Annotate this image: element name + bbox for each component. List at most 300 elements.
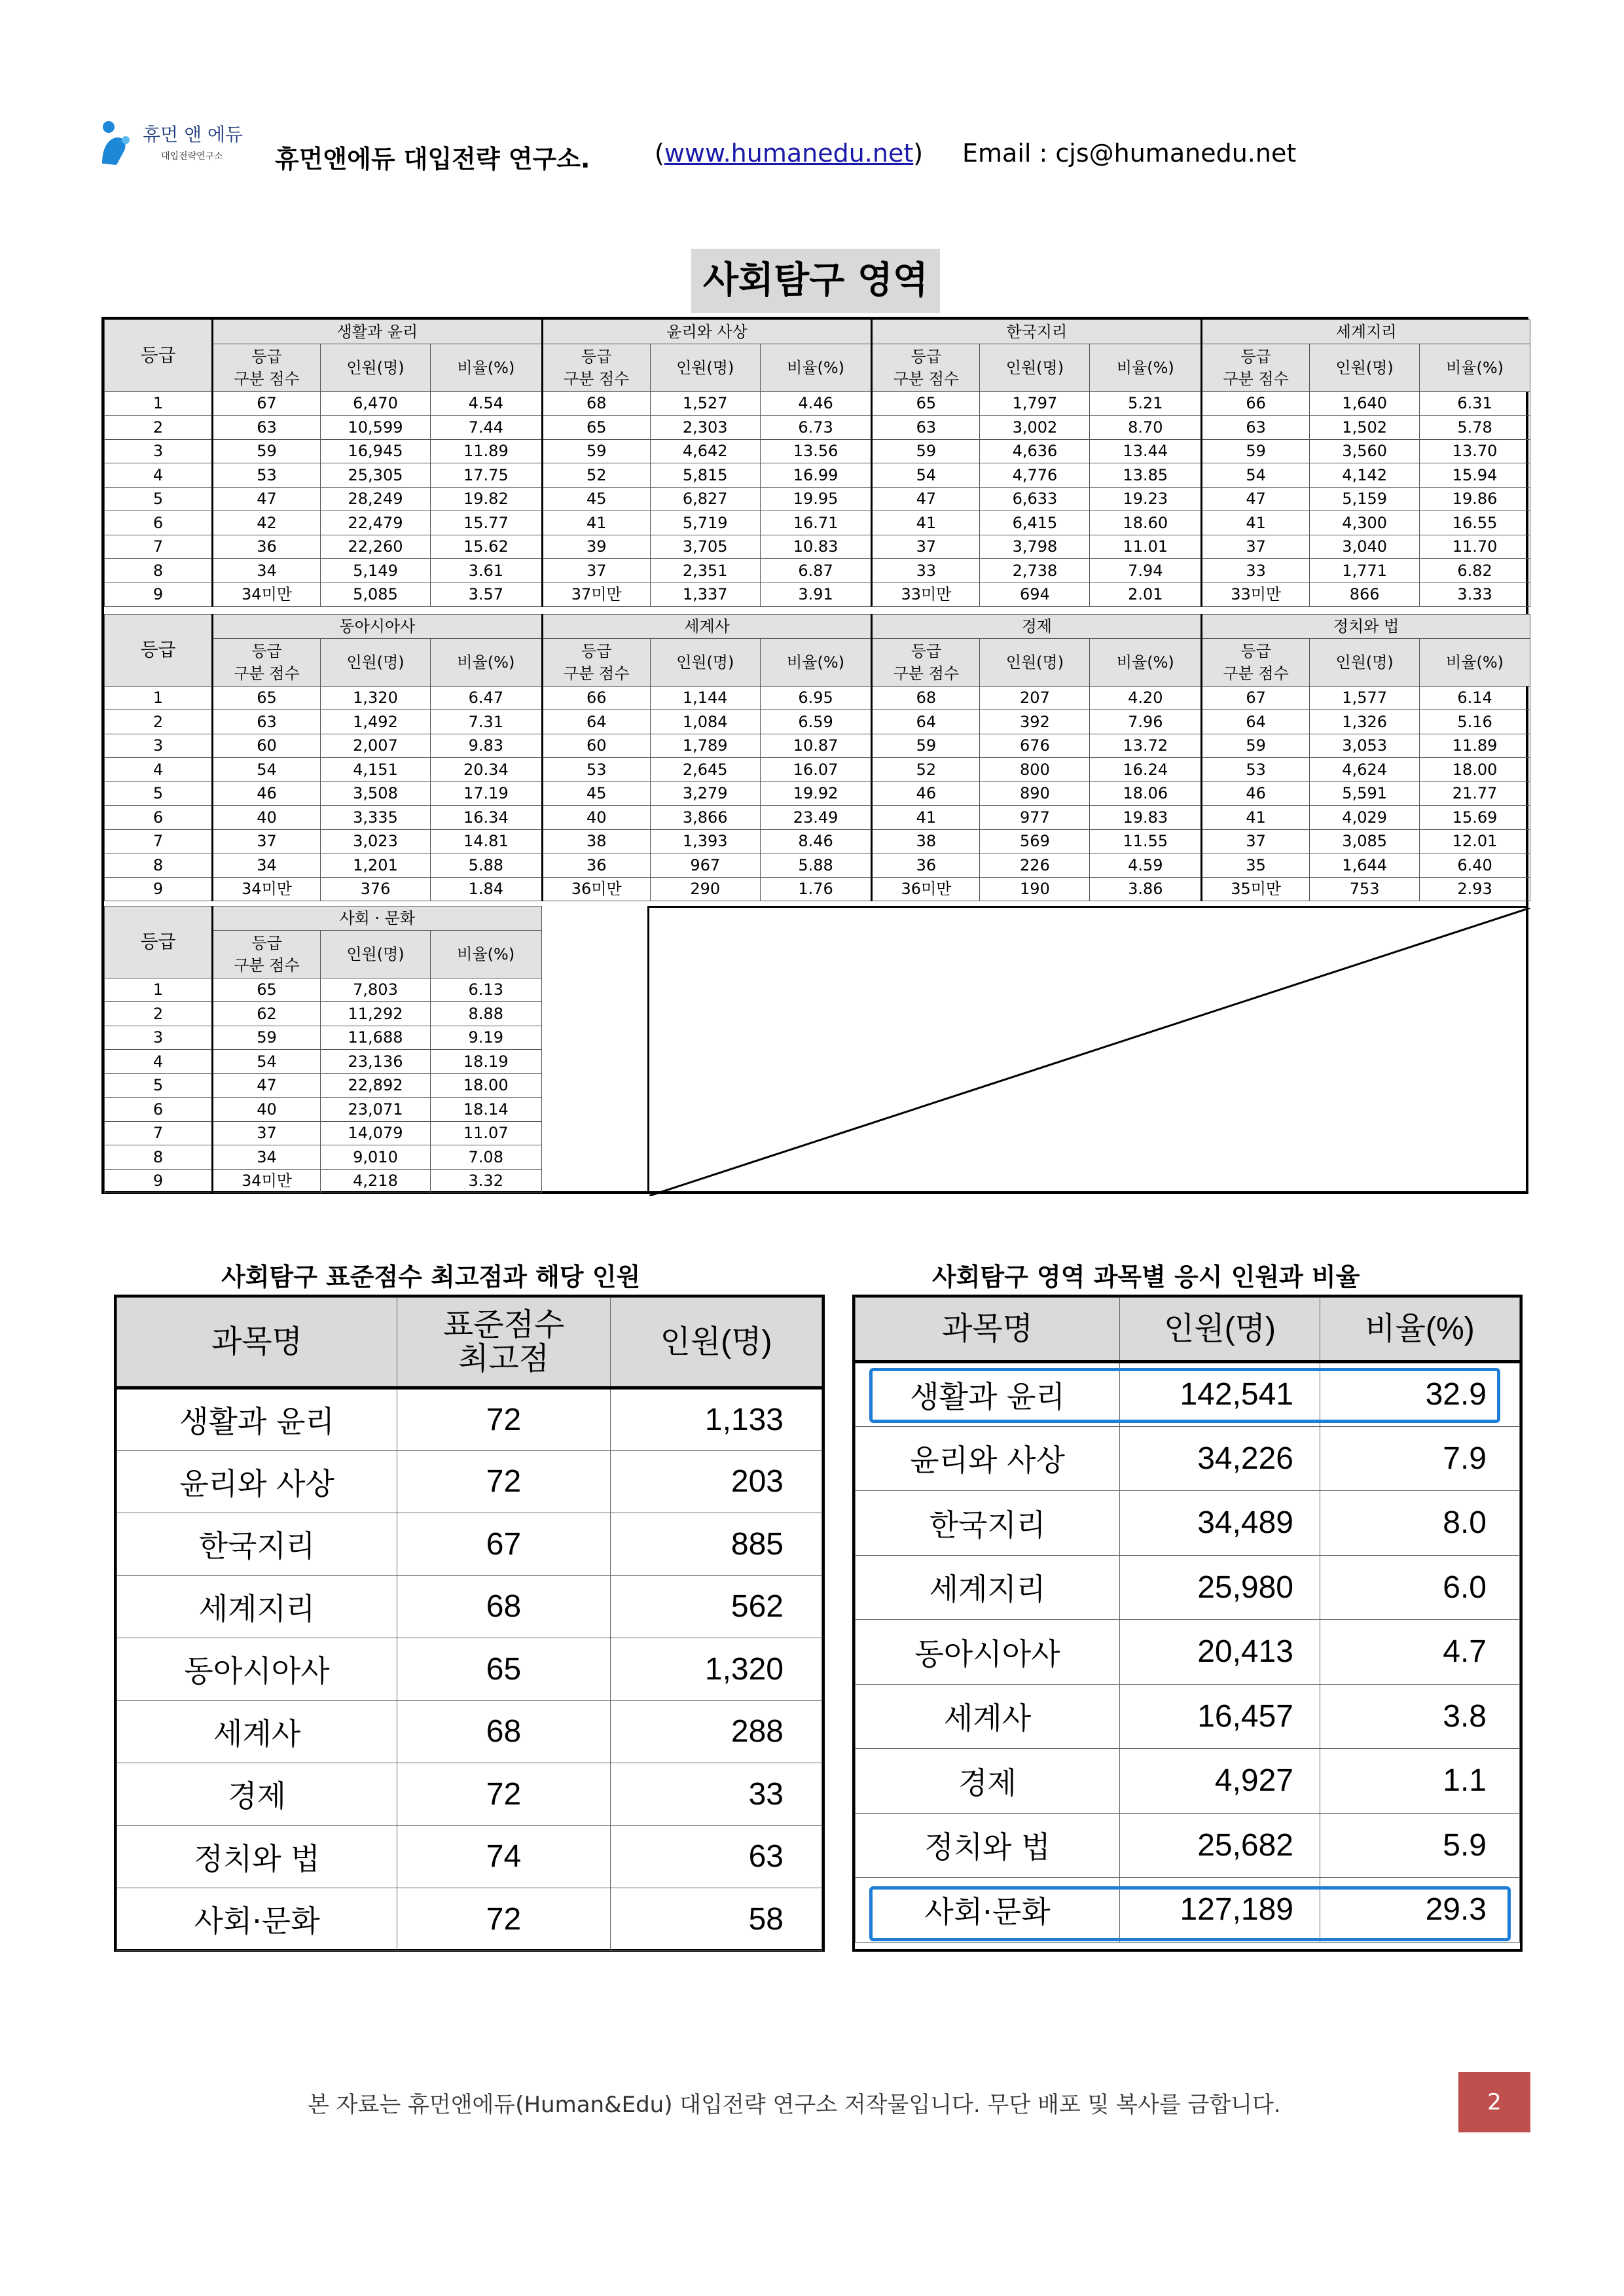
grade-value-cell: 6.14 xyxy=(1420,686,1530,710)
grade-value-cell: 1,492 xyxy=(321,710,431,734)
grade-value-cell: 18.00 xyxy=(431,1073,542,1098)
grade-value-cell: 37 xyxy=(213,1121,321,1145)
url-open: ( xyxy=(655,139,664,168)
grade-value-cell: 3,705 xyxy=(650,535,760,559)
grade-row xyxy=(105,710,1530,734)
grade-value-cell: 3,053 xyxy=(1310,734,1420,758)
subject-header-row xyxy=(105,615,1530,639)
grade-row xyxy=(105,1026,542,1050)
col-score-top: 등급 xyxy=(1240,347,1271,366)
subject-cell: 세계지리 xyxy=(856,1555,1120,1620)
grade-value-cell: 19.23 xyxy=(1090,487,1202,511)
grade-value-cell: 1,337 xyxy=(650,583,760,607)
subject-name: 동아시아사 xyxy=(213,615,543,639)
grade-value-cell: 36미만 xyxy=(872,877,980,901)
grade-cell: 6 xyxy=(105,511,213,535)
grade-value-cell: 38 xyxy=(542,829,650,853)
grade-row xyxy=(105,391,1530,416)
grade-value-cell: 67 xyxy=(1202,686,1310,710)
header-url xyxy=(655,139,923,168)
grade-value-cell: 35 xyxy=(1202,853,1310,878)
grade-value-cell: 33미만 xyxy=(1202,583,1310,607)
grade-row xyxy=(105,686,1530,710)
grade-value-cell: 3,040 xyxy=(1310,535,1420,559)
grade-value-cell: 36미만 xyxy=(542,877,650,901)
grade-value-cell: 1,326 xyxy=(1310,710,1420,734)
col-ratio: 비율(%) xyxy=(431,344,543,391)
table-row xyxy=(117,1575,822,1638)
grade-value-cell: 5.88 xyxy=(760,853,872,878)
count-cell: 1,320 xyxy=(611,1638,822,1701)
grade-value-cell: 19.95 xyxy=(760,487,872,511)
grade-value-cell: 16.99 xyxy=(760,463,872,488)
max-score-grid xyxy=(117,1297,822,1951)
grade-value-cell: 6,415 xyxy=(980,511,1090,535)
grade-value-cell: 18.00 xyxy=(1420,758,1530,782)
grade-value-cell: 16.34 xyxy=(431,806,543,830)
col-count: 인원(명) xyxy=(650,638,760,686)
grade-value-cell: 66 xyxy=(1202,391,1310,416)
grade-value-cell: 16.71 xyxy=(760,511,872,535)
subject-name: 한국지리 xyxy=(872,320,1202,344)
grade-value-cell: 569 xyxy=(980,829,1090,853)
grade-value-cell: 967 xyxy=(650,853,760,878)
grade-value-cell: 9,010 xyxy=(321,1145,431,1170)
grade-value-cell: 2,351 xyxy=(650,559,760,583)
grade-value-cell: 9.19 xyxy=(431,1026,542,1050)
grade-value-cell: 7.08 xyxy=(431,1145,542,1170)
page-number: 2 xyxy=(1458,2072,1530,2132)
col-count: 인원(명) xyxy=(321,930,431,978)
ratio-cell: 6.0 xyxy=(1320,1555,1520,1620)
grade-value-cell: 8.70 xyxy=(1090,416,1202,440)
grade-value-cell: 4,151 xyxy=(321,758,431,782)
grade-value-cell: 65 xyxy=(872,391,980,416)
ratio-cell: 32.9 xyxy=(1320,1362,1520,1427)
grade-value-cell: 20.34 xyxy=(431,758,543,782)
grade-value-cell: 63 xyxy=(213,710,321,734)
grade-value-cell: 46 xyxy=(872,781,980,806)
subject-name: 생활과 윤리 xyxy=(213,320,543,344)
grade-cell: 9 xyxy=(105,583,213,607)
column-header-row xyxy=(105,638,1530,686)
grade-table-row xyxy=(104,614,1530,901)
max-score-title: 사회탐구 표준점수 최고점과 해당 인원 xyxy=(221,1263,641,1291)
ratio-cell: 7.9 xyxy=(1320,1426,1520,1491)
grade-cell: 7 xyxy=(105,535,213,559)
max-score-cell: 72 xyxy=(397,1450,611,1513)
grade-value-cell: 65 xyxy=(542,416,650,440)
grade-value-cell: 53 xyxy=(1202,758,1310,782)
grade-value-cell: 53 xyxy=(213,463,321,488)
grade-value-cell: 1,577 xyxy=(1310,686,1420,710)
grade-value-cell: 5,719 xyxy=(650,511,760,535)
grade-value-cell: 19.92 xyxy=(760,781,872,806)
grade-value-cell: 7,803 xyxy=(321,978,431,1002)
grade-header: 등급 xyxy=(105,320,213,392)
col-score xyxy=(872,638,980,686)
max-score-cell: 68 xyxy=(397,1700,611,1763)
grade-value-cell: 11.01 xyxy=(1090,535,1202,559)
grade-value-cell: 8.46 xyxy=(760,829,872,853)
col-subject: 과목명 xyxy=(856,1298,1120,1362)
grade-value-cell: 41 xyxy=(542,511,650,535)
col-score-bottom: 구분 점수 xyxy=(234,369,300,388)
grade-value-cell: 866 xyxy=(1310,583,1420,607)
grade-value-cell: 40 xyxy=(213,1098,321,1122)
count-cell: 16,457 xyxy=(1120,1684,1320,1749)
grade-value-cell: 41 xyxy=(1202,806,1310,830)
grade-value-cell: 13.56 xyxy=(760,439,872,463)
grade-value-cell: 25,305 xyxy=(321,463,431,488)
col-ratio: 비율(%) xyxy=(1420,638,1530,686)
count-cell: 58 xyxy=(611,1888,822,1951)
grade-row xyxy=(105,781,1530,806)
ratio-cell: 5.9 xyxy=(1320,1813,1520,1878)
grade-value-cell: 22,479 xyxy=(321,511,431,535)
grade-value-cell: 6.47 xyxy=(431,686,543,710)
grade-cell: 7 xyxy=(105,1121,213,1145)
header-email: Email : cjs@humanedu.net xyxy=(962,139,1297,168)
grade-cell: 5 xyxy=(105,487,213,511)
grade-value-cell: 40 xyxy=(542,806,650,830)
grade-value-cell: 41 xyxy=(872,511,980,535)
grade-value-cell: 23.49 xyxy=(760,806,872,830)
grade-value-cell: 65 xyxy=(213,978,321,1002)
grade-value-cell: 23,136 xyxy=(321,1050,431,1074)
grade-cell: 3 xyxy=(105,439,213,463)
grade-value-cell: 3,023 xyxy=(321,829,431,853)
grade-value-cell: 59 xyxy=(1202,439,1310,463)
grade-row xyxy=(105,1073,542,1098)
grade-table-row xyxy=(104,906,542,1193)
grade-row xyxy=(105,734,1530,758)
grade-value-cell: 22,260 xyxy=(321,535,431,559)
grade-value-cell: 7.94 xyxy=(1090,559,1202,583)
grade-value-cell: 11.07 xyxy=(431,1121,542,1145)
grade-value-cell: 22,892 xyxy=(321,1073,431,1098)
grade-cell: 7 xyxy=(105,829,213,853)
grade-value-cell: 37 xyxy=(872,535,980,559)
col-ratio: 비율(%) xyxy=(1420,344,1530,391)
grade-value-cell: 46 xyxy=(1202,781,1310,806)
grade-value-cell: 18.14 xyxy=(431,1098,542,1122)
grade-value-cell: 6.13 xyxy=(431,978,542,1002)
col-score-top: 등급 xyxy=(1240,641,1271,660)
footer-notice: 본 자료는 휴먼앤에듀(Human&Edu) 대입전략 연구소 저작물입니다. 무단 배포 및 복사를 금합니다. xyxy=(308,2092,1281,2118)
grade-value-cell: 64 xyxy=(542,710,650,734)
grade-value-cell: 52 xyxy=(542,463,650,488)
grade-value-cell: 36 xyxy=(213,535,321,559)
grade-value-cell: 4,642 xyxy=(650,439,760,463)
col-count: 인원(명) xyxy=(980,638,1090,686)
grade-value-cell: 2.93 xyxy=(1420,877,1530,901)
grade-value-cell: 4.46 xyxy=(760,391,872,416)
grade-value-cell: 34미만 xyxy=(213,877,321,901)
subject-name: 세계사 xyxy=(542,615,872,639)
col-score-bottom: 구분 점수 xyxy=(1223,664,1289,683)
grade-value-cell: 6.40 xyxy=(1420,853,1530,878)
grade-value-cell: 376 xyxy=(321,877,431,901)
grade-value-cell: 1,527 xyxy=(650,391,760,416)
grade-value-cell: 37미만 xyxy=(542,583,650,607)
max-score-cell: 72 xyxy=(397,1763,611,1826)
grade-value-cell: 16,945 xyxy=(321,439,431,463)
grade-value-cell: 1,201 xyxy=(321,853,431,878)
grade-value-cell: 19.83 xyxy=(1090,806,1202,830)
grade-row xyxy=(105,829,1530,853)
grade-value-cell: 36 xyxy=(872,853,980,878)
table-row xyxy=(117,1888,822,1951)
grade-value-cell: 2,645 xyxy=(650,758,760,782)
grade-value-cell: 3,002 xyxy=(980,416,1090,440)
grade-value-cell: 68 xyxy=(872,686,980,710)
grade-value-cell: 40 xyxy=(213,806,321,830)
grade-value-cell: 3.86 xyxy=(1090,877,1202,901)
grade-value-cell: 290 xyxy=(650,877,760,901)
count-cell: 34,489 xyxy=(1120,1491,1320,1556)
logo xyxy=(98,111,268,177)
grade-value-cell: 694 xyxy=(980,583,1090,607)
grade-value-cell: 3.91 xyxy=(760,583,872,607)
grade-cell: 8 xyxy=(105,1145,213,1170)
grade-value-cell: 4,776 xyxy=(980,463,1090,488)
col-ratio: 비율(%) xyxy=(1090,344,1202,391)
count-cell: 20,413 xyxy=(1120,1620,1320,1685)
subject-header-row xyxy=(105,906,542,931)
grade-value-cell: 1,393 xyxy=(650,829,760,853)
col-score-top: 등급 xyxy=(911,641,942,660)
grade-cell: 2 xyxy=(105,416,213,440)
grade-value-cell: 37 xyxy=(1202,535,1310,559)
grade-cell: 6 xyxy=(105,806,213,830)
grade-value-cell: 63 xyxy=(872,416,980,440)
subject-cell: 윤리와 사상 xyxy=(117,1450,397,1513)
subject-cell: 한국지리 xyxy=(856,1491,1120,1556)
grade-value-cell: 753 xyxy=(1310,877,1420,901)
col-score-bottom: 구분 점수 xyxy=(893,369,960,388)
col-count: 인원(명) xyxy=(1120,1298,1320,1362)
grade-value-cell: 63 xyxy=(1202,416,1310,440)
grade-value-cell: 392 xyxy=(980,710,1090,734)
grade-value-cell: 11.55 xyxy=(1090,829,1202,853)
col-ratio: 비율(%) xyxy=(431,930,542,978)
grade-value-cell: 676 xyxy=(980,734,1090,758)
col-score xyxy=(213,638,321,686)
grade-cell: 2 xyxy=(105,1002,213,1026)
grade-value-cell: 68 xyxy=(542,391,650,416)
website-link[interactable]: www.humanedu.net xyxy=(664,139,914,168)
ratio-cell: 8.0 xyxy=(1320,1491,1520,1556)
table-row xyxy=(856,1749,1520,1814)
grade-value-cell: 36 xyxy=(542,853,650,878)
grade-value-cell: 60 xyxy=(213,734,321,758)
subject-name: 경제 xyxy=(872,615,1202,639)
grade-value-cell: 14,079 xyxy=(321,1121,431,1145)
grade-value-cell: 13.72 xyxy=(1090,734,1202,758)
grade-value-cell: 3,798 xyxy=(980,535,1090,559)
grade-value-cell: 11,688 xyxy=(321,1026,431,1050)
grade-header: 등급 xyxy=(105,906,213,978)
table-row xyxy=(856,1491,1520,1556)
count-cell: 562 xyxy=(611,1575,822,1638)
grade-value-cell: 1,320 xyxy=(321,686,431,710)
count-cell: 25,980 xyxy=(1120,1555,1320,1620)
count-cell: 203 xyxy=(611,1450,822,1513)
grade-row xyxy=(105,806,1530,830)
grade-cell: 1 xyxy=(105,391,213,416)
grade-value-cell: 5,815 xyxy=(650,463,760,488)
grade-value-cell: 2,738 xyxy=(980,559,1090,583)
grade-value-cell: 62 xyxy=(213,1002,321,1026)
col-score xyxy=(542,638,650,686)
grade-row xyxy=(105,758,1530,782)
grade-value-cell: 6,470 xyxy=(321,391,431,416)
grade-value-cell: 10.83 xyxy=(760,535,872,559)
grade-value-cell: 14.81 xyxy=(431,829,543,853)
grade-cell: 5 xyxy=(105,781,213,806)
grade-value-cell: 37 xyxy=(213,829,321,853)
grade-value-cell: 5.21 xyxy=(1090,391,1202,416)
grade-value-cell: 800 xyxy=(980,758,1090,782)
ratio-title: 사회탐구 영역 과목별 응시 인원과 비율 xyxy=(932,1263,1360,1291)
subject-cell: 경제 xyxy=(117,1763,397,1826)
grade-value-cell: 23,071 xyxy=(321,1098,431,1122)
col-count: 인원(명) xyxy=(980,344,1090,391)
grade-value-cell: 10.87 xyxy=(760,734,872,758)
grade-value-cell: 7.31 xyxy=(431,710,543,734)
grade-value-cell: 46 xyxy=(213,781,321,806)
grade-value-cell: 33미만 xyxy=(872,583,980,607)
grade-row xyxy=(105,1098,542,1122)
col-count: 인원(명) xyxy=(1310,638,1420,686)
grade-value-cell: 13.70 xyxy=(1420,439,1530,463)
grade-value-cell: 38 xyxy=(872,829,980,853)
grade-value-cell: 4.20 xyxy=(1090,686,1202,710)
page-header xyxy=(98,111,1538,177)
grade-value-cell: 6.95 xyxy=(760,686,872,710)
grade-value-cell: 59 xyxy=(872,439,980,463)
table-row xyxy=(117,1825,822,1888)
section-title: 사회탐구 영역 xyxy=(691,249,940,313)
grade-value-cell: 19.86 xyxy=(1420,487,1530,511)
ratio-cell: 1.1 xyxy=(1320,1749,1520,1814)
grade-cell: 5 xyxy=(105,1073,213,1098)
count-cell: 4,927 xyxy=(1120,1749,1320,1814)
grade-value-cell: 34미만 xyxy=(213,1169,321,1193)
ratio-table xyxy=(852,1295,1523,1952)
grade-value-cell: 37 xyxy=(542,559,650,583)
grade-cell: 9 xyxy=(105,877,213,901)
grade-cell: 3 xyxy=(105,734,213,758)
grade-row xyxy=(105,559,1530,583)
grade-value-cell: 4,142 xyxy=(1310,463,1420,488)
grade-value-cell: 4,636 xyxy=(980,439,1090,463)
grade-value-cell: 45 xyxy=(542,487,650,511)
grade-value-cell: 1,144 xyxy=(650,686,760,710)
highlight-box-society xyxy=(869,1886,1511,1941)
grade-value-cell: 3,560 xyxy=(1310,439,1420,463)
grade-value-cell: 42 xyxy=(213,511,321,535)
grade-row xyxy=(105,1145,542,1170)
grade-row xyxy=(105,439,1530,463)
column-header-row xyxy=(105,344,1530,391)
grade-value-cell: 8.88 xyxy=(431,1002,542,1026)
grade-cell: 3 xyxy=(105,1026,213,1050)
grade-value-cell: 2.01 xyxy=(1090,583,1202,607)
grade-value-cell: 15.62 xyxy=(431,535,543,559)
grade-cell: 9 xyxy=(105,1169,213,1193)
header-org: 휴먼앤에듀 대입전략 연구소. xyxy=(275,145,590,173)
subject-cell: 사회·문화 xyxy=(856,1878,1120,1943)
table-row xyxy=(856,1426,1520,1491)
col-ratio: 비율(%) xyxy=(1090,638,1202,686)
table-row xyxy=(856,1620,1520,1685)
grade-cell: 4 xyxy=(105,758,213,782)
grade-value-cell: 47 xyxy=(213,487,321,511)
grade-value-cell: 34미만 xyxy=(213,583,321,607)
max-score-cell: 65 xyxy=(397,1638,611,1701)
grade-row xyxy=(105,1050,542,1074)
subject-cell: 동아시아사 xyxy=(856,1620,1120,1685)
logo-brand: 휴먼 앤 에듀 xyxy=(143,124,244,145)
grade-value-cell: 45 xyxy=(542,781,650,806)
grade-value-cell: 2,303 xyxy=(650,416,760,440)
subject-cell: 세계사 xyxy=(117,1700,397,1763)
grade-value-cell: 4,300 xyxy=(1310,511,1420,535)
grade-table-row xyxy=(104,319,1530,607)
col-count: 인원(명) xyxy=(321,344,431,391)
grade-cell: 6 xyxy=(105,1098,213,1122)
grade-value-cell: 59 xyxy=(213,439,321,463)
subject-name: 사회 · 문화 xyxy=(213,906,542,931)
grade-value-cell: 4.59 xyxy=(1090,853,1202,878)
col-score-bottom: 구분 점수 xyxy=(234,956,300,975)
grade-value-cell: 17.19 xyxy=(431,781,543,806)
grade-value-cell: 3,085 xyxy=(1310,829,1420,853)
grade-value-cell: 4,218 xyxy=(321,1169,431,1193)
table-row xyxy=(117,1388,822,1451)
grade-value-cell: 21.77 xyxy=(1420,781,1530,806)
grade-value-cell: 18.60 xyxy=(1090,511,1202,535)
max-score-table xyxy=(114,1295,825,1952)
subject-cell: 한국지리 xyxy=(117,1513,397,1576)
grade-table xyxy=(104,319,1530,607)
grade-value-cell: 59 xyxy=(213,1026,321,1050)
grade-value-cell: 5,149 xyxy=(321,559,431,583)
subject-cell: 정치와 법 xyxy=(117,1825,397,1888)
grade-value-cell: 59 xyxy=(1202,734,1310,758)
grade-value-cell: 18.19 xyxy=(431,1050,542,1074)
ratio-cell: 4.7 xyxy=(1320,1620,1520,1685)
col-score xyxy=(872,344,980,391)
table-row xyxy=(117,1450,822,1513)
count-cell: 34,226 xyxy=(1120,1426,1320,1491)
empty-diagonal-area xyxy=(647,906,1528,1194)
col-max-score xyxy=(397,1298,611,1388)
col-subject: 과목명 xyxy=(117,1298,397,1388)
grade-value-cell: 37 xyxy=(1202,829,1310,853)
subject-header-row xyxy=(105,320,1530,344)
grade-value-cell: 5.88 xyxy=(431,853,543,878)
grade-value-cell: 6.82 xyxy=(1420,559,1530,583)
subject-name: 윤리와 사상 xyxy=(542,320,872,344)
count-cell: 142,541 xyxy=(1120,1362,1320,1427)
grade-value-cell: 7.44 xyxy=(431,416,543,440)
grade-value-cell: 190 xyxy=(980,877,1090,901)
table-row xyxy=(117,1763,822,1826)
grade-value-cell: 6.31 xyxy=(1420,391,1530,416)
